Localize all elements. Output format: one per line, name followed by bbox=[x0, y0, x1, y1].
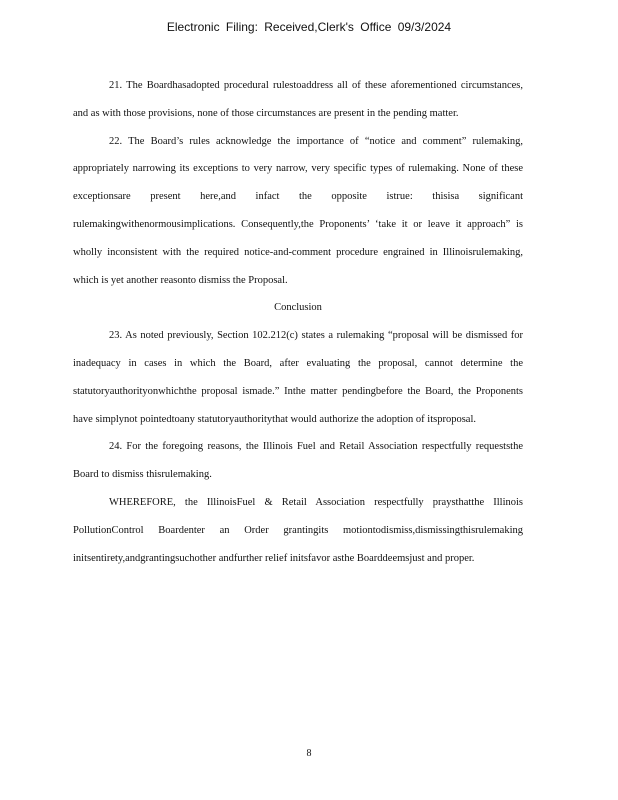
paragraph-23: 23. As noted previously, Section 102.212(c) states a rulemaking “proposal will be dismissed for inadequacy in cases in which the Board, after evaluating the proposal, cannot determine the statutoryauthorityonwhichthe proposal ismade.” Inthe matter pendingbefore the Board, the Proponents have simplynot pointedtoany statutoryauthoritythat would authorize the adoption of itsproposal. bbox=[73, 330, 523, 425]
paragraph-22: 22. The Board’s rules acknowledge the importance of “notice and comment” rulemaking, appropriately narrowing its exceptions to very narrow, very specific types of rulemaking. None of these exceptionsare present here,and infact the opposite istrue: thisisa significant rulemakingwithenormousimplications. Consequently,the Proponents’ ‘take it or leave it approach” is wholly inconsistent with the required notice-and-comment procedure engrained in Illinoisrulemaking, which is yet another reasonto dismiss the Proposal. bbox=[73, 135, 523, 286]
document-body bbox=[73, 72, 523, 572]
paragraph-24: 24. For the foregoing reasons, the Illinois Fuel and Retail Association respectfully requeststhe Board to dismiss thisrulemaking. bbox=[73, 441, 523, 481]
paragraph-21: 21. The Boardhasadopted procedural rulestoaddress all of these aforementioned circumstances, and as with those provisions, none of those circumstances are present in the pending matter. bbox=[73, 80, 523, 119]
filing-header: Electronic Filing: Received,Clerk's Office 09/3/2024 bbox=[166, 20, 452, 34]
page-number: 8 bbox=[306, 748, 312, 759]
conclusion-heading: Conclusion bbox=[274, 302, 322, 314]
wherefore-paragraph: WHEREFORE, the IllinoisFuel & Retail Association respectfully praysthatthe Illinois PollutionControl Boardenter an Order grantingits motiontodismiss,dismissingthisrulemaking initsentirety,andgrantingsuchother andfurther relief initsfavor asthe Boarddeemsjust and proper. bbox=[73, 496, 523, 564]
